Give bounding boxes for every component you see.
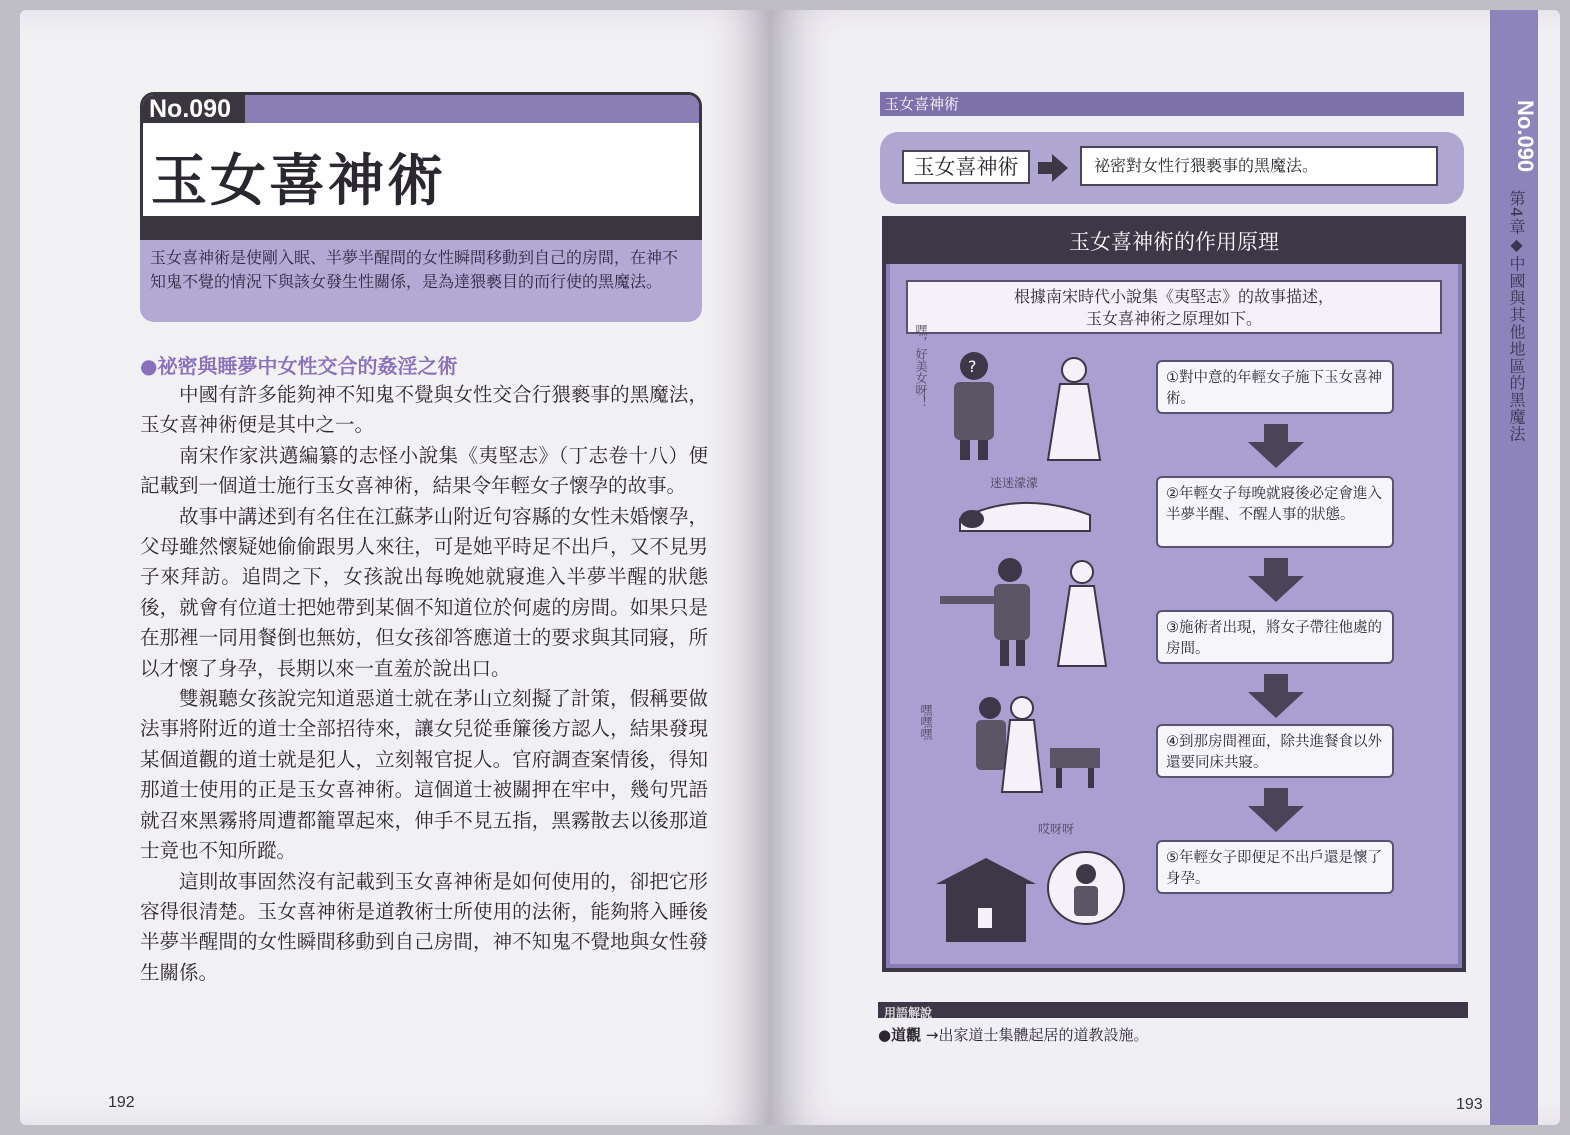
intro-line: 玉女喜神術之原理如下。 (1085, 309, 1262, 328)
title-panel (140, 92, 702, 224)
glossary-definition: →出家道士集體起居的道教設施。 (925, 1026, 1149, 1044)
page-number-left: 192 (108, 1094, 135, 1111)
sfx-text: 嘿嘿嘿 (919, 704, 933, 740)
intro-line: 根據南宋時代小說集《夷堅志》的故事描述， (1013, 287, 1334, 306)
step-box: ⑤年輕女子即便足不出戶還是懷了身孕。 (1156, 840, 1394, 894)
body-text (140, 380, 708, 988)
sfx-text: 嘿，好美女呀！ (914, 324, 928, 408)
arrow-down-icon (1248, 674, 1304, 720)
step-box: ④到那房間裡面，除共進餐食以外還要同床共寢。 (1156, 724, 1394, 778)
taoist-leading-woman-illustration-icon (930, 554, 1130, 674)
diagram-body (890, 264, 1458, 964)
paragraph: 中國有許多能夠神不知鬼不覺與女性交合行猥褻事的黑魔法，玉女喜神術便是其中之一。 (140, 383, 708, 437)
left-page (20, 10, 770, 1125)
side-tab (1490, 10, 1538, 1125)
taoist-and-woman-illustration-icon (910, 344, 1110, 464)
right-page (770, 10, 1560, 1125)
paragraph: 這則故事固然沒有記載到玉女喜神術是如何使用的，卻把它形容得很清楚。玉女喜神術是道教術士所使用的法術，能夠將入睡後半夢半醒間的女性瞬間移動到自己房間，神不知鬼不覺地與女性發生關係。 (140, 869, 708, 984)
diagram-intro (906, 280, 1442, 334)
step-box: ①對中意的年輕女子施下玉女喜神術。 (1156, 360, 1394, 414)
glossary-term: ●道觀 (878, 1026, 922, 1044)
definition-text: 祕密對女性行猥褻事的黑魔法。 (1080, 146, 1438, 186)
title-box (140, 92, 702, 322)
arrow-down-icon (1248, 788, 1304, 834)
glossary-heading: 用語解說 (884, 1006, 933, 1020)
svg-text:?: ? (968, 357, 977, 376)
sfx-text: 迷迷濛濛 (990, 476, 1039, 490)
house-and-pregnant-woman-illustration-icon (930, 844, 1130, 954)
side-tab-chapter: 第4章◆中國與其他地區的黑魔法 (1507, 190, 1526, 443)
paragraph: 雙親聽女孩說完知道惡道士就在茅山立刻擬了計策，假稱要做法事將附近的道士全部招待來，讓女兒從垂簾後方認人，結果發現某個道觀的道士就是犯人，立刻報官捉人。官府調查案情後，得知那道士使用的正是玉女喜神術。這個道士被關押在牢中，幾句咒語就召來黑霧將周遭都籠罩起來，伸手不見五指，黑霧散去以後那道士竟也不知所蹤。 (140, 687, 708, 863)
arrow-down-icon (1248, 424, 1304, 470)
summary-box: 玉女喜神術是使剛入眠、半夢半醒間的女性瞬間移動到自己的房間，在神不知鬼不覺的情況下與該女發生性關係，是為達猥褻目的而行使的黑魔法。 (140, 240, 702, 322)
diagram-title: 玉女喜神術的作用原理 (886, 220, 1462, 264)
side-tab-number: No.090 (1513, 100, 1538, 173)
diagram (882, 216, 1466, 972)
paragraph: 故事中講述到有名住在江蘇茅山附近句容縣的女性未婚懷孕，父母雖然懷疑她偷偷跟男人來往，可是她平時足不出戶，又不見男子來拜訪。追問之下，女孩說出每晚她就寢進入半夢半醒的狀態後，就會有位道士把她帶到某個不知道位於何處的房間。如果只是在那裡一同用餐倒也無妨，但女孩卻答應道士的要求與其同寢，所以才懷了身孕，長期以來一直羞於說出口。 (140, 504, 708, 680)
title-divider (140, 216, 702, 242)
header-strip (880, 92, 1464, 116)
section-heading: ●祕密與睡夢中女性交合的姦淫之術 (140, 354, 458, 378)
dining-together-illustration-icon (950, 692, 1110, 802)
number-badge: No.090 (143, 95, 245, 123)
glossary-strip (878, 1002, 1468, 1018)
definition-box (880, 132, 1464, 204)
header-strip-label: 玉女喜神術 (884, 95, 960, 113)
glossary-entry (878, 1024, 1148, 1045)
arrow-down-icon (1248, 558, 1304, 604)
step-box: ②年輕女子每晚就寢後必定會進入半夢半醒、不醒人事的狀態。 (1156, 476, 1394, 548)
page-title: 玉女喜神術 (151, 148, 446, 214)
sfx-text: 哎呀呀 (1038, 822, 1075, 836)
definition-term: 玉女喜神術 (902, 150, 1030, 184)
step-box: ③施術者出現，將女子帶往他處的房間。 (1156, 610, 1394, 664)
page-number-right: 193 (1456, 1096, 1483, 1113)
paragraph: 南宋作家洪邁編纂的志怪小說集《夷堅志》（丁志卷十八）便記載到一個道士施行玉女喜神術，結果令年輕女子懷孕的故事。 (140, 443, 708, 498)
